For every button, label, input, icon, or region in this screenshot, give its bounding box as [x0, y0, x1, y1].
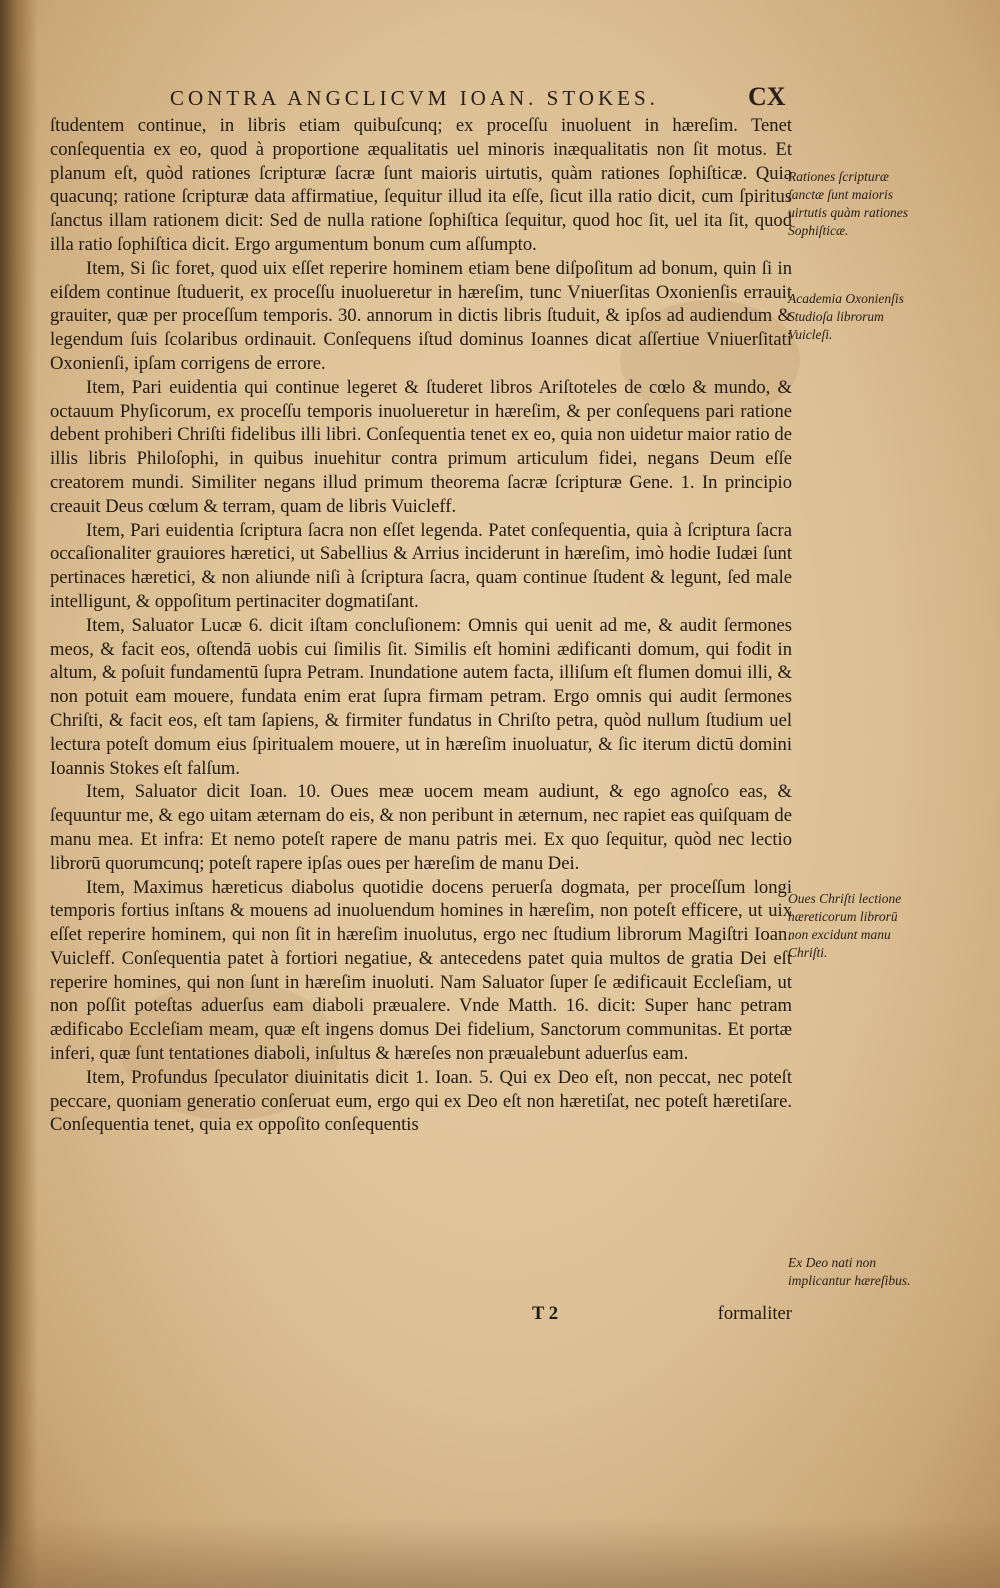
paragraph: Item, Saluator dicit Ioan. 10. Oues meæ uocem meam audiunt, & ego agnoſco eas, & ſequuntur me, & ego uitam æternam do eis, & non peribunt in æternum, nec rapiet eas quiſquam de manu mea. Et infra: Et nemo poteſt rapere de manu patris mei. Ex quo ſequitur, quòd nec lectio librorū quorumcunq; poteſt rapere ipſas oues per hæreſim de manu Dei.	[50, 781, 792, 874]
marginal-note: Rationes ſcripturæ ſanctæ ſunt maioris uirtutis quàm rationes Sophiſticæ.	[788, 169, 909, 238]
paragraph: Item, Pari euidentia qui continue legeret & ſtuderet libros Ariſtoteles de cœlo & mundo, & octauum Phyſicorum, ex proceſſu temporis inuolueretur in hæreſim, & per conſequens pari ratione debent prohiberi Chriſti fidelibus illi libri. Conſequentia tenet ex eo, quia non uidetur maior ratio de illis libris Philoſophi, in quibus inuehitur contra primum articulum fidei, negans Deum eſſe creatorem mundi. Similiter negans illud primum theorema ſacræ ſcripturæ Gene. 1. In principio creauit Deus cœlum & terram, quam de libris Vuicleff.	[50, 376, 792, 517]
folio-number: CX	[748, 82, 786, 111]
marginal-note: Academia Oxonienſis Studioſa librorum Vuicleſi.	[788, 291, 904, 342]
paragraph: Item, Pari euidentia ſcriptura ſacra non eſſet legenda. Patet conſequentia, quia à ſcriptura ſacra occaſionaliter grauiores hæretici, ut Sabellius & Arrius inciderunt in hæreſim, imò hodie Iudæi ſunt pertinaces hæretici, & non aliunde niſi à ſcriptura ſacra, quam continue ſtudent & legunt, ſed male intelligunt, & oppoſitum pertinaciter dogmatiſant.	[50, 519, 792, 612]
paragraph: Item, Saluator Lucæ 6. dicit iſtam concluſionem: Omnis qui uenit ad me, & audit ſermones meos, & facit eos, oſtendā uobis cui ſimilis ſit. Similis eſt homini ædificanti domum, qui fodit in altum, & poſuit fundamentū ſupra Petram. Inundatione autem facta, illiſum eſt flumen domui illi, & non potuit eam mouere, fundata enim erat ſupra firmam petram. Ergo omnis qui audit ſermones Chriſti, & facit eos, eſt tam ſapiens, & firmiter fundatus in Chriſto petra, quòd nullum ſtudium uel lectura poteſt domum eius ſpiritualem mouere, ut in hæreſim inuoluatur, & ſic iterum dictū domini Ioannis Stokes eſt falſum.	[50, 614, 792, 779]
paragraph: Item, Profundus ſpeculator diuinitatis dicit 1. Ioan. 5. Qui ex Deo eſt, non peccat, nec poteſt peccare, quoniam generatio conſeruat eum, ergo qui ex Deo eſt non hæretiſat, nec poteſt hæretiſare. Conſequentia tenet, quia ex oppoſito conſequentis	[50, 1066, 792, 1136]
paragraph: Item, Si ſic foret, quod uix eſſet reperire hominem etiam bene diſpoſitum ad bonum, quin ſi in eiſdem continue ſtuduerit, ex proceſſu inuolueretur in hæreſim, tunc Vniuerſitas Oxonienſis errauit grauiter, quæ per proceſſum temporis. 30. annorum in dictis libris ſtuduit, & ipſos ad audiendum & legendum ſuis ſcolaribus ordinauit. Conſequens iſtud dominus Ioannes dicat aſſertiue Vniuerſitati Oxonienſi, ipſam corrigens de errore.	[50, 257, 792, 374]
catchword: formaliter	[717, 1303, 792, 1324]
marginal-note: Oues Chriſti lectione hæreticorum librorū non excidunt manu Chriſti.	[788, 891, 902, 960]
main-text	[50, 114, 792, 1137]
paragraph: Item, Maximus hæreticus diabolus quotidie docens peruerſa dogmata, per proceſſum longi temporis fortius inſtans & mouens ad inuoluendum homines in hæreſim, non poteſt efficere, ut uix eſſet reperire hominem, qui non ſit in hæreſim inuolutus, ergo nec ſtudium librorum Magiſtri Ioan. Vuicleff. Conſequentia patet à fortiori negatiue, & antecedens patet quia multos de gratia Dei eſt reperire homines, qui non ſunt in hæreſim inuoluti. Nam Saluator ſuper ſe ædificauit Eccleſiam, ut non poſſit poteſtas aduerſus eam diaboli præualere. Vnde Matth. 16. dicit: Super hanc petram ædificabo Eccleſiam meam, quæ eſt ingens domus Dei fidelium, Sanctorum communitas. Et portæ inferi, quæ ſunt tentationes diaboli, inſultus & hæreſes non præualebunt aduerſus eam.	[50, 876, 792, 1065]
marginal-note: Ex Deo nati non implicantur hæreſibus.	[788, 1255, 911, 1288]
signature-mark: T 2	[532, 1303, 559, 1324]
running-title: CONTRA ANGCLICVM IOAN. STOKES.	[170, 86, 659, 110]
page-gutter-shadow	[0, 0, 38, 1588]
paragraph: ſtudentem continue, in libris etiam quibuſcunq; ex proceſſu inuoluent in hæreſim. Tenet conſequentia ex eo, quod à proportione æqualitatis uel minoris inæqualitatis non ſit motus. Et planum eſt, quòd rationes ſcripturæ ſacræ ſunt maioris uirtutis, quàm rationes ſophiſticæ. Quia quacunq; ratione ſcripturæ data affirmatiue, ſequitur illud ita eſſe, ſicut illa ratio dicit, cum ſpiritus ſanctus illam rationem dicit: Sed de nulla ratione ſophiſtica ſequitur, quod hoc ſit, uel ita ſit, quod illa ratio ſophiſtica dicit. Ergo argumentum bonum cum aſſumpto.	[50, 115, 792, 255]
page-bottom-shadow	[0, 1518, 1000, 1588]
